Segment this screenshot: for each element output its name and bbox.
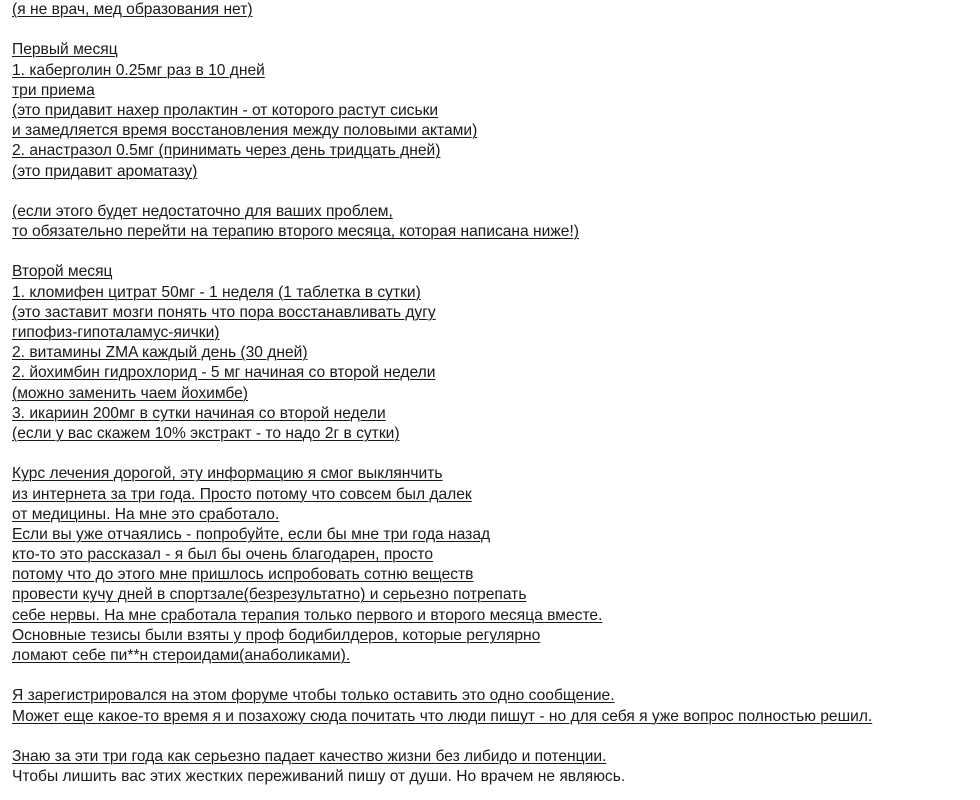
- text-line: гипофиз-гипоталамус-яички): [12, 324, 220, 341]
- text-line: от медицины. На мне это сработало.: [12, 505, 280, 523]
- text-line: Курс лечения дорогой, эту информацию я смог выклянчить: [12, 465, 443, 483]
- text-line: (это придавит ароматазу): [12, 162, 198, 180]
- text-line: потому что до этого мне пришлось испробовать сотню веществ: [12, 566, 474, 584]
- paragraph-gap: [12, 727, 872, 747]
- paragraph-gap: [12, 20, 872, 40]
- text-line: (если у вас скажем 10% экстракт - то надо 2г в сутки): [12, 424, 400, 442]
- paragraph-gap: [12, 242, 872, 262]
- text-line: 2. анастразол 0.5мг (принимать через день тридцать дней): [12, 142, 441, 160]
- text-line: Я зарегистрировался на этом форуме чтобы только оставить это одно сообщение.: [12, 687, 615, 705]
- paragraph-gap: [12, 444, 872, 464]
- text-line: три приема: [12, 81, 95, 99]
- forum-post-body: [12, 0, 872, 787]
- text-line: Чтобы лишить вас этих жестких переживаний пишу от души. Но врачем не являюсь.: [12, 768, 626, 786]
- text-line: (я не врач, мед образования нет): [12, 1, 253, 18]
- text-line: из интернета за три года. Просто потому что совсем был далек: [12, 485, 472, 503]
- text-line: (если этого будет недостаточно для ваших проблем,: [12, 202, 393, 220]
- paragraph-gap: [12, 182, 872, 202]
- text-line: себе нервы. На мне сработала терапия только первого и второго месяца вместе.: [12, 606, 603, 624]
- text-line: (это заставит мозги понять что пора восстанавливать дугу: [12, 303, 436, 321]
- text-line: (это придавит нахер пролактин - от которого растут сиськи: [12, 101, 439, 119]
- paragraph-gap: [12, 666, 872, 686]
- text-line: Первый месяц: [12, 41, 118, 59]
- text-line: 1. кломифен цитрат 50мг - 1 неделя (1 таблетка в сутки): [12, 283, 421, 301]
- text-line: провести кучу дней в спортзале(безрезультатно) и серьезно потрепать: [12, 586, 527, 604]
- text-line: и замедляется время восстановления между половыми актами): [12, 122, 478, 140]
- text-line: 1. каберголин 0.25мг раз в 10 дней: [12, 61, 265, 79]
- text-line: 2. йохимбин гидрохлорид - 5 мг начиная со второй недели: [12, 364, 436, 382]
- text-line: 3. икариин 200мг в сутки начиная со второй недели: [12, 404, 386, 422]
- text-line: то обязательно перейти на терапию второго месяца, которая написана ниже!): [12, 223, 580, 241]
- text-line: Если вы уже отчаялись - попробуйте, если бы мне три года назад: [12, 525, 491, 543]
- text-line: (можно заменить чаем йохимбе): [12, 384, 248, 402]
- text-line: Знаю за эти три года как серьезно падает качество жизни без либидо и потенции.: [12, 747, 607, 765]
- text-line: 2. витамины ZMA каждый день (30 дней): [12, 344, 308, 362]
- text-line: Может еще какое-то время я и позахожу сюда почитать что люди пишут - но для себя я уже вопрос полностью решил.: [12, 707, 873, 725]
- text-line: кто-то это рассказал - я был бы очень благодарен, просто: [12, 546, 434, 564]
- text-line: Основные тезисы были взяты у проф бодибилдеров, которые регулярно: [12, 626, 541, 644]
- text-line: Второй месяц: [12, 263, 113, 281]
- text-line: ломают себе пи**н стероидами(анаболиками).: [12, 647, 351, 664]
